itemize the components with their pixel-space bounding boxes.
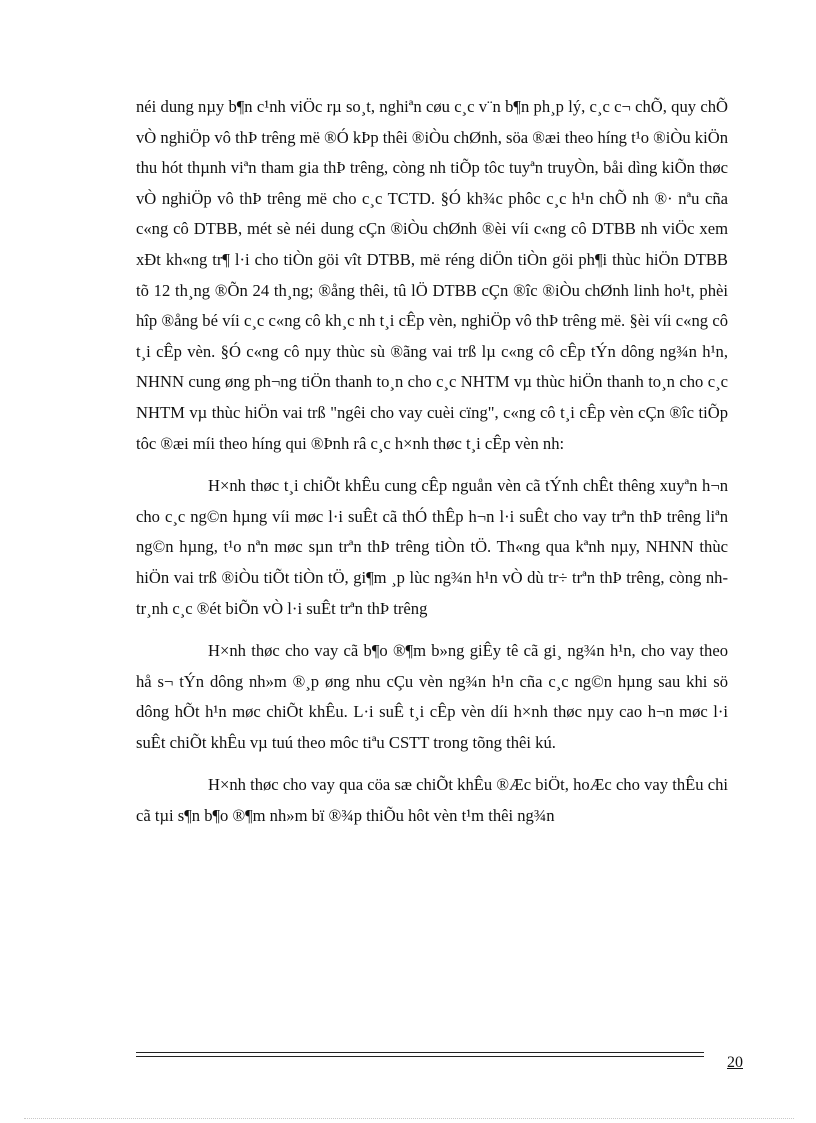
footer-double-rule xyxy=(136,1052,704,1057)
page-bottom-border xyxy=(24,1118,794,1119)
body-text xyxy=(136,92,728,832)
page-number: 20 xyxy=(727,1054,743,1071)
paragraph-3: H×nh thøc cho vay cã b¶o ®¶m b»ng giÊy tê cã gi¸ ng¾n h¹n, cho vay theo hå s¬ tÝn dông nh»m ®¸p øng nhu cÇu vèn ng¾n h¹n cña c¸c ng©n hµng sau khi sö dông hÕt h¹n møc chiÕt khÊu. L·i suÊ t¸i cÊp vèn díi h×nh thøc nµy cao h¬n møc l·i suÊt chiÕt khÊu vµ tuú theo môc tiªu CSTT trong tõng thêi kú. xyxy=(136,641,728,752)
paragraph-4: H×nh thøc cho vay qua cöa sæ chiÕt khÊu ®Æc biÖt, hoÆc cho vay thÊu chi cã tµi s¶n b¶o ®¶m nh»m bï ®¾p thiÕu hôt vèn t¹m thêi ng¾n xyxy=(136,775,728,826)
paragraph-2: H×nh thøc t¸i chiÕt khÊu cung cÊp nguån vèn cã tÝnh chÊt thêng xuyªn h¬n cho c¸c ng©n hµng víi møc l·i suÊt cã thÓ thÊp h¬n l·i suÊt cho vay trªn thÞ trêng liªn ng©n hµng, t¹o nªn møc sµn trªn thÞ trêng tiÒn tÖ. Th«ng qua kªnh nµy, NHNN thùc hiÖn vai trß ®iÒu tiÕt tiÒn tÖ, gi¶m ¸p lùc ng¾n h¹n vÒ dù tr÷ trªn thÞ trêng, còng nh tr¸nh c¸c ®ét biÕn vÒ l·i suÊt trªn thÞ trêng xyxy=(136,476,728,618)
paragraph-1: néi dung nµy b¶n c¹nh viÖc rµ so¸t, nghiªn cøu c¸c v¨n b¶n ph¸p lý, c¸c c¬ chÕ, quy chÕ vÒ nghiÖp vô thÞ trêng më ®Ó kÞp thêi ®iÒu chØnh, söa ®æi theo híng t¹o ®iÒu kiÖn thu hót thµnh viªn tham gia thÞ trêng, còng nh tiÕp tôc tuyªn truyÒn, båi dìng kiÕn thøc vÒ nghiÖp vô thÞ trêng më cho c¸c TCTD. §Ó kh¾c phôc c¸c h¹n chÕ nh ®· nªu cña c«ng cô DTBB, mét sè néi dung cÇn ®iÒu chØnh ®èi víi c«ng cô DTBB nh viÖc xem xÐt kh«ng tr¶ l·i cho tiÒn göi vît DTBB, më réng diÖn tiÒn göi ph¶i thùc hiÖn DTBB tõ 12 th¸ng ®Õn 24 th¸ng; ®ång thêi, tû lÖ DTBB cÇn ®îc ®iÒu chØnh linh ho¹t, phèi hîp ®ång bé víi c¸c c«ng cô kh¸c nh t¸i cÊp vèn, nghiÖp vô thÞ trêng më. §èi víi c«ng cô t¸i cÊp vèn. §Ó c«ng cô nµy thùc sù ®ãng vai trß lµ c«ng cô cÊp tÝn dông ng¾n h¹n, NHNN cung øng ph¬ng tiÖn thanh to¸n cho c¸c NHTM vµ thùc hiÖn thanh to¸n cho c¸c NHTM vµ thùc hiÖn vai trß "ngêi cho vay cuèi cïng", c«ng cô t¸i cÊp vèn cÇn ®îc tiÕp tôc ®æi míi theo híng qui ®Þnh râ c¸c h×nh thøc t¸i cÊp vèn nh: xyxy=(136,97,728,453)
